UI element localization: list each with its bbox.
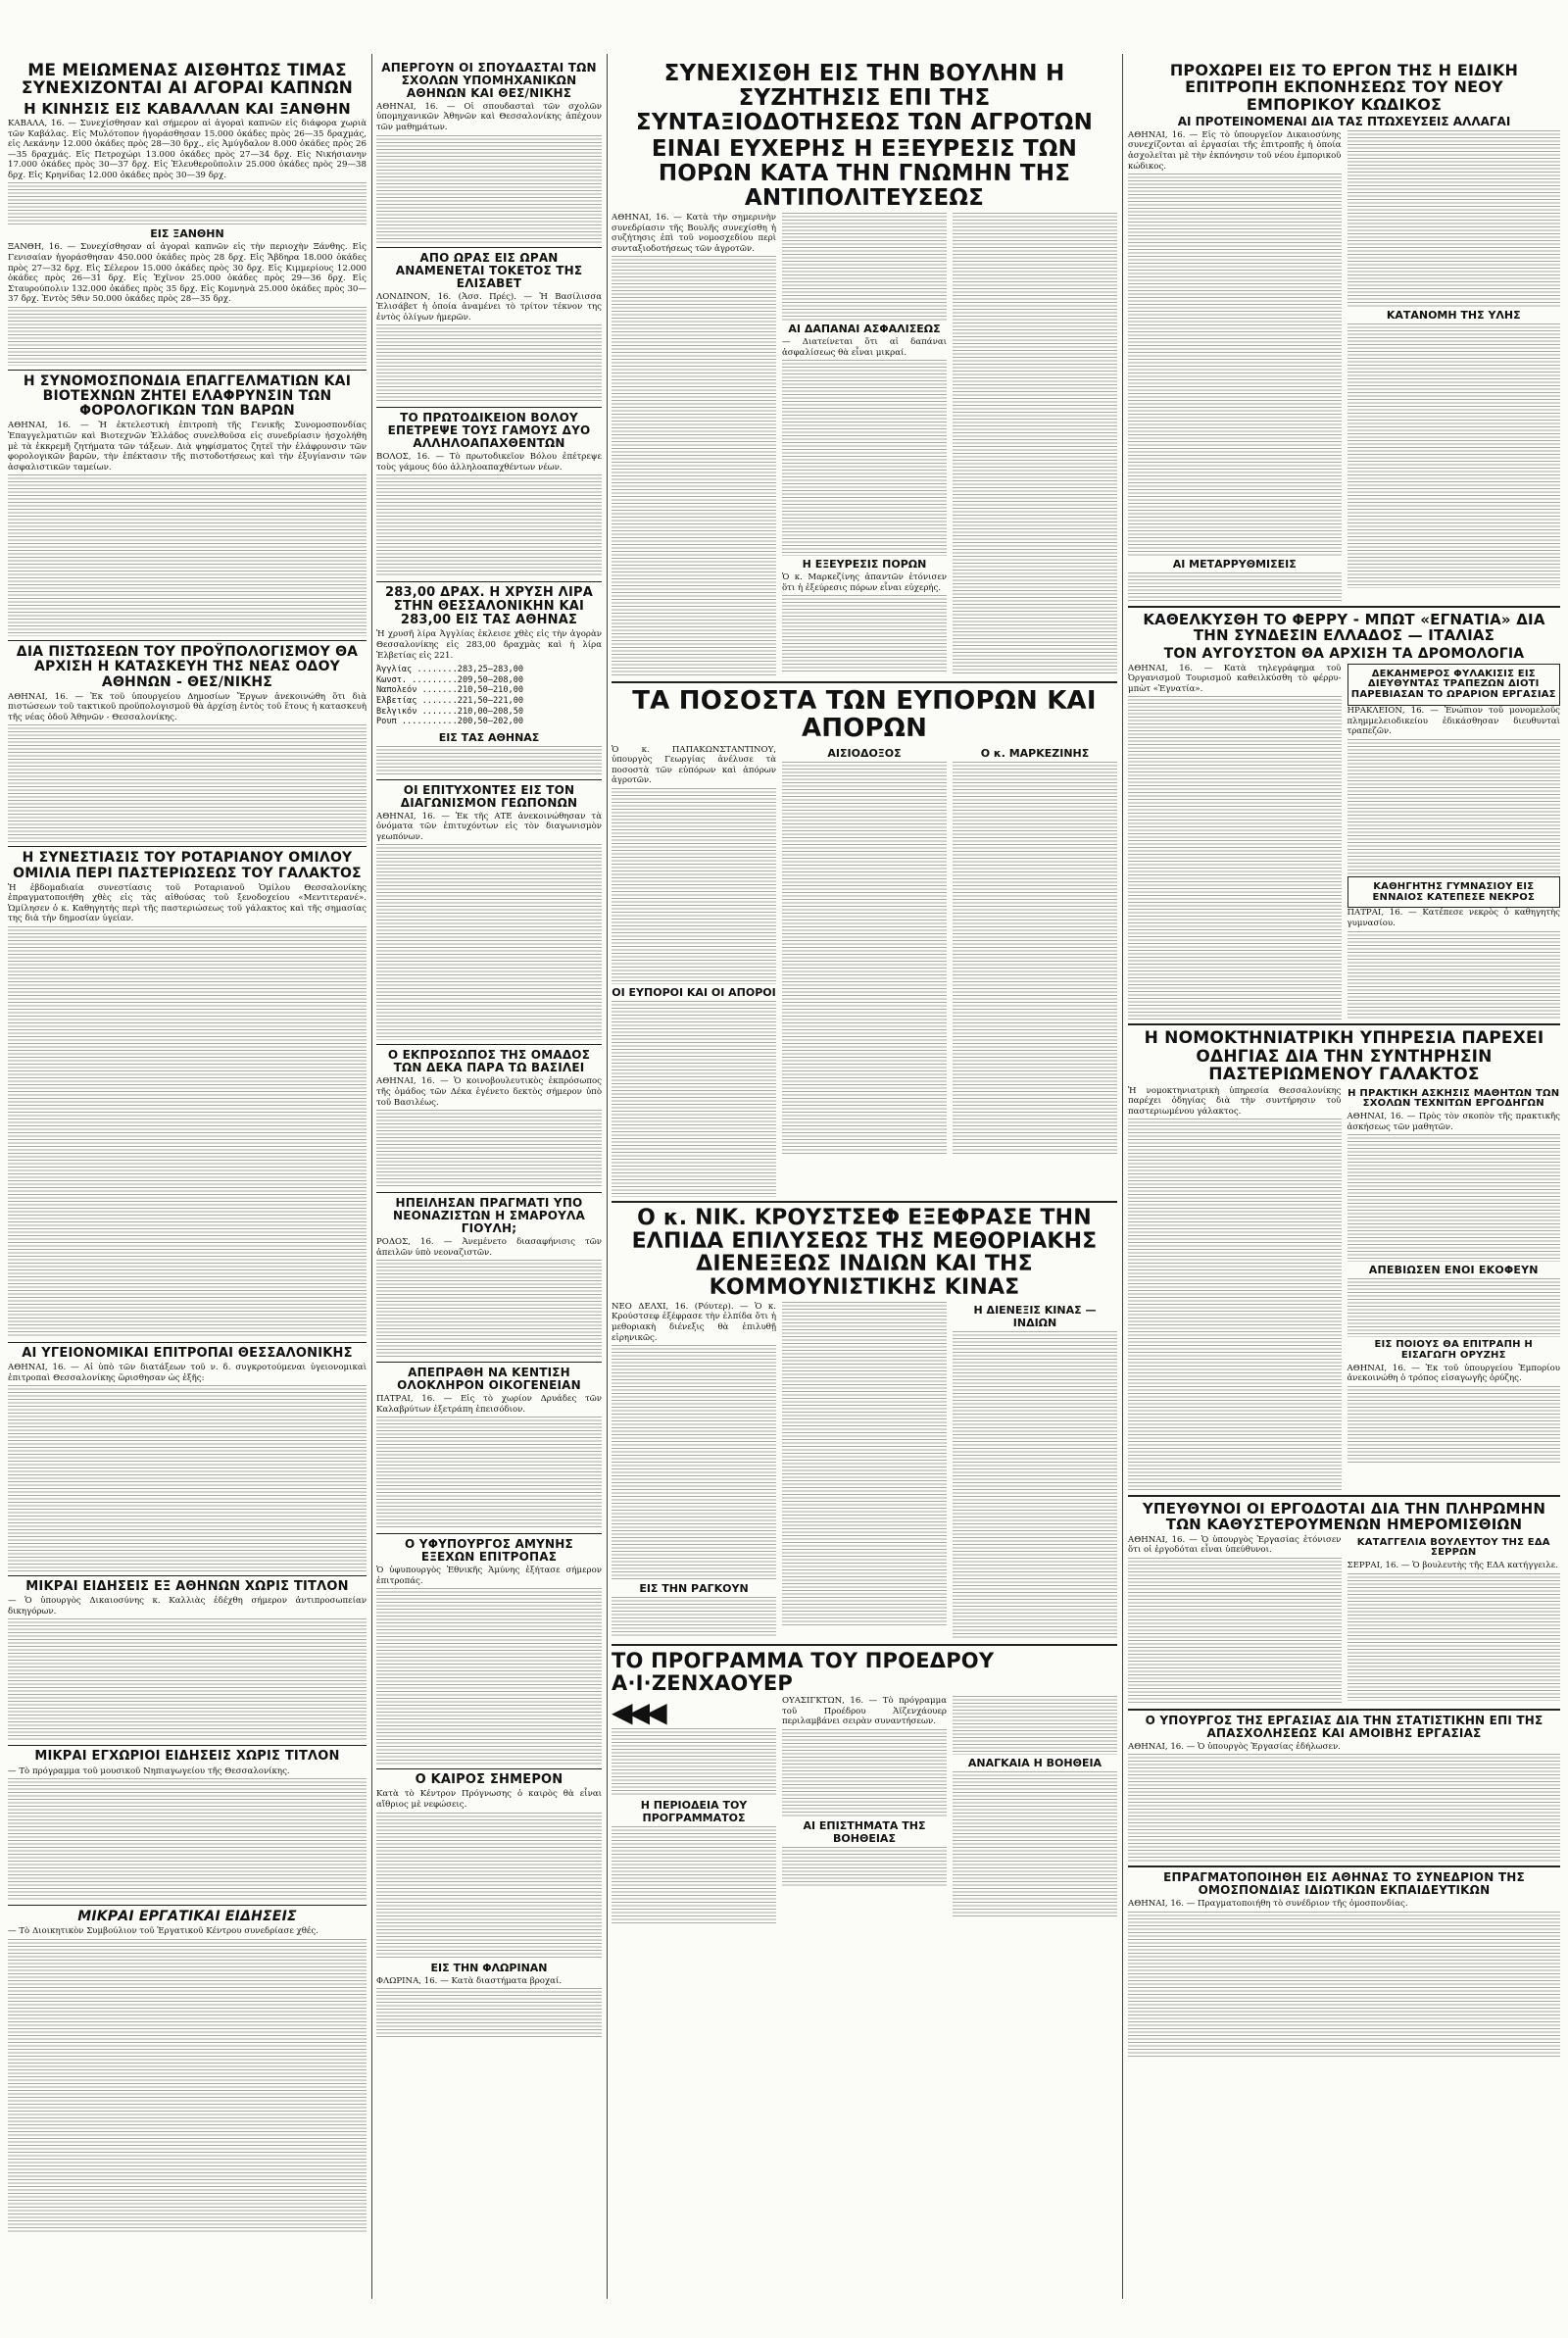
headline-road: ΔΙΑ ΠΙΣΤΩΣΕΩΝ ΤΟΥ ΠΡΟΫΠΟΛΟΓΙΣΜΟΥ ΘΑ ΑΡΧΙΣΗ Η ΚΑΤΑΣΚΕΥΗ ΤΗΣ ΝΕΑΣ ΟΔΟΥ ΑΘΗΝΩΝ - ΘΕΣ/ΝΙΚΗΣ [16, 644, 359, 690]
divider [376, 581, 602, 582]
text-block [953, 1331, 1117, 1640]
text-column [1128, 1086, 1342, 1492]
article-text: Κατὰ τὸ Κέντρον Πρόγνωσης ὁ καιρὸς θὰ εἶναι αἴθριος μὲ νεφώσεις. [376, 1789, 602, 1810]
text-block [8, 1385, 367, 1571]
gold-price-row: Ναπολεόν .......210,50—210,00 [376, 685, 524, 696]
headline-deputy-defence: Ο ΥΦΥΠΟΥΡΓΟΣ ΑΜΥΝΗΣ ΕΞΕΧΩΝ ΕΠΙΤΡΟΠΑΣ [405, 1537, 573, 1565]
headline-eisenhower: ΤΟ ΠΡΟΓΡΑΜΜΑ ΤΟΥ ΠΡΟΕΔΡΟΥ Α·Ι·ΖΕΝΧΑΟΥΕΡ [612, 1648, 995, 1695]
divider [1128, 606, 1560, 608]
section-heading: Η ΕΞΕΥΡΕΣΙΣ ΠΟΡΩΝ [802, 558, 927, 572]
article-text: ΑΘΗΝΑΙ, 16. — Πρὸς τὸν σκοπὸν τῆς πρακτικῆς ἀσκήσεως τῶν μαθητῶν. [1347, 1112, 1560, 1132]
text-block [376, 1260, 602, 1358]
headline-private-teachers: ΕΠΡΑΓΜΑΤΟΠΟΙΗΘΗ ΕΙΣ ΑΘΗΝΑΣ ΤΟ ΣΥΝΕΔΡΙΟΝ ΤΗΣ ΟΜΟΣΠΟΝΔΙΑΣ ΙΔΙΩΤΙΚΩΝ ΕΚΠΑΙΔΕΥΤΙΚΩΝ [1163, 1870, 1525, 1898]
article-text: ΝΕΟ ΔΕΛΧΙ, 16. (Ρόυτερ). — Ὁ κ. Κρούστσεφ ἐξέφρασε τὴν ἐλπίδα ὅτι ἡ μεθοριακὴ διένεξις θὰ ἐπιλυθῇ εἰρηνικῶς. [612, 1301, 776, 1343]
section-heading: ΕΙΣ ΤΑΣ ΑΘΗΝΑΣ [438, 730, 540, 744]
text-column [1128, 130, 1342, 602]
subheadline-ferry-august: ΤΟΝ ΑΥΓΟΥΣΤΟΝ ΘΑ ΑΡΧΙΣΗ ΤΑ ΔΡΟΜΟΛΟΓΙΑ [1163, 645, 1525, 662]
article-text: — Τὸ πρόγραμμα τοῦ μουσικοῦ Νηπιαγωγείου τῆς Θεσσαλονίκης. [8, 1766, 290, 1776]
article-columns [612, 213, 1117, 677]
text-block [8, 1778, 367, 1901]
text-block [8, 307, 367, 366]
divider [612, 681, 1117, 683]
text-column [612, 745, 776, 1197]
article-columns [612, 1302, 1117, 1640]
article-text: Ἡ χρυσῆ λίρα Ἀγγλίας ἐκλεισε χθὲς εἰς τὴν ἀγορὰν Θεσσαλονίκης εἰς 283,00 δραχμὰς καὶ ἡ λίρα Ἐλβετίας εἰς 221. [376, 629, 602, 661]
article-text: Ὁ κ. Μαρκεζίνης ἀπαντῶν ἐτόνισεν ὅτι ἡ ἐξεύρεσις πόρων εἶναι εὐχερής. [782, 572, 947, 593]
boxed-article [1348, 876, 1561, 909]
headline-rich-poor: ΤΑ ΠΟΣΟΣΤΑ ΤΩΝ ΕΥΠΟΡΩΝ ΚΑΙ ΑΠΟΡΩΝ [632, 686, 1097, 744]
divider [8, 846, 367, 847]
article-text: ΠΑΤΡΑΙ, 16. — Εἰς τὸ χωρίον Δρυάδες τῶν Καλαβρύτων ἐξετράπη ἐπεισόδιον. [376, 1394, 602, 1415]
text-block [376, 135, 602, 243]
text-block [612, 1345, 776, 1580]
text-block [1128, 696, 1342, 1020]
article-text: ΡΟΔΟΣ, 16. — Ἀνεμένετο διασαφήνισις τῶν ἀπειλῶν ὑπὸ νεοναζιστῶν. [376, 1237, 602, 1258]
text-block [8, 724, 367, 842]
headline-ferry-egnatia: ΚΑΘΕΛΚΥΣΘΗ ΤΟ ΦΕΡΡΥ - ΜΠΩΤ «ΕΓΝΑΤΙΑ» ΔΙΑ ΤΗΝ ΣΥΝΔΕΣΙΝ ΕΛΛΑΔΟΣ — ΙΤΑΛΙΑΣ [1143, 611, 1545, 645]
section-heading: ΑΙ ΕΠΙΣΤΗΜΑΤΑ ΤΗΣ ΒΟΗΘΕΙΑΣ [803, 1819, 926, 1845]
text-column [612, 1302, 776, 1640]
divider [8, 1745, 367, 1746]
divider [376, 779, 602, 780]
section-heading: ΕΙΣ ΤΗΝ ΦΛΩΡΙΝΑΝ [430, 1961, 548, 1974]
section-heading: ΑΝΑΓΚΑΙΑ Η ΒΟΗΘΕΙΑ [967, 1757, 1102, 1770]
headline-deceased: ΑΠΕΒΙΩΣΕΝ ΕΝΟΙ ΕΚΟΦΕΥΝ [1368, 1264, 1539, 1277]
article-text: ΑΘΗΝΑΙ, 16. — Ἐκ τῆς ΑΤΕ ἀνεκοινώθησαν τὰ ὀνόματα τῶν ἐπιτυχόντων εἰς τὸν διαγωνισμὸν γεωπόνων. [376, 811, 602, 842]
column-rule [371, 54, 372, 2299]
headline-small-news-athens: ΜΙΚΡΑΙ ΕΙΔΗΣΕΙΣ ΕΞ ΑΘΗΝΩΝ ΧΩΡΙΣ ΤΙΤΛΟΝ [25, 1579, 349, 1595]
text-block [376, 1813, 602, 1960]
text-block [1348, 739, 1561, 876]
headline-khrushchev: Ο κ. ΝΙΚ. ΚΡΟΥΣΤΣΕΦ ΕΞΕΦΡΑΣΕ ΤΗΝ ΕΛΠΙΔΑ ΕΠΙΛΥΣΕΩΣ ΤΗΣ ΜΕΘΟΡΙΑΚΗΣ ΔΙΕΝΕΞΕΩΣ ΙΝΔΙΩΝ ΚΑΙ ΤΗΣ ΚΟΜΜΟΥΝΙΣΤΙΚΗΣ ΚΙΝΑΣ [631, 1205, 1098, 1301]
article-text: ΑΘΗΝΑΙ, 16. — Ἐκ τοῦ ὑπουργείου Δημοσίων Ἔργων ἀνεκοινώθη ὅτι διὰ πιστώσεων τοῦ τακτικοῦ προϋπολογισμοῦ θὰ ἀρχίσῃ ἐντὸς τοῦ ἔτους ἡ κατασκευὴ τῆς νέας ὁδοῦ Ἀθηνῶν - Θεσσαλονίκης. [8, 691, 367, 722]
text-block [1348, 1278, 1561, 1337]
headline-tobacco: ΜΕ ΜΕΙΩΜΕΝΑΣ ΑΙΣΘΗΤΩΣ ΤΙΜΑΣ ΣΥΝΕΧΙΖΟΝΤΑΙ ΑΙ ΑΓΟΡΑΙ ΚΑΠΝΩΝ [21, 61, 354, 99]
divider [1128, 1495, 1560, 1497]
headline-opposition: ΕΙΝΑΙ ΕΥΧΕΡΗΣ Η ΕΞΕΥΡΕΣΙΣ ΤΩΝ ΠΟΡΩΝ ΚΑΤΑ ΤΗΝ ΓΝΩΜΗΝ ΤΗΣ ΑΝΤΙΠΟΛΙΤΕΥΣΕΩΣ [651, 136, 1078, 212]
section-heading: ΑΙ ΜΕΤΑΡΡΥΘΜΙΣΕΙΣ [1172, 558, 1297, 572]
text-block [782, 595, 947, 673]
text-block [1128, 1558, 1342, 1705]
divider [612, 1201, 1117, 1203]
headline-agronomists: ΟΙ ΕΠΙΤΥΧΟΝΤΕΣ ΕΙΣ ΤΟΝ ΔΙΑΓΩΝΙΣΜΟΝ ΓΕΩΠΟΝΩΝ [400, 782, 578, 810]
column-right [1128, 59, 1560, 2313]
divider [376, 247, 602, 248]
text-column [953, 745, 1117, 1197]
column-rule [1122, 54, 1123, 2299]
column-second [376, 59, 602, 2313]
text-block [1348, 1134, 1561, 1262]
gold-price-row: Ἀγγλίας ........283,25—283,00 [376, 665, 524, 675]
article-text: — Διατείνεται ὅτι αἱ δαπάναι ἀσφαλίσεως θὰ εἶναι μικραί. [782, 336, 947, 358]
headline-pensions: ΣΥΝΕΧΙΣΘΗ ΕΙΣ ΤΗΝ ΒΟΥΛΗΝ Η ΣΥΖΗΤΗΣΙΣ ΕΠΙ ΤΗΣ ΣΥΝΤΑΞΙΟΔΟΤΗΣΕΩΣ ΤΩΝ ΑΓΡΟΤΩΝ [635, 61, 1094, 135]
divider [8, 1342, 367, 1343]
divider [1128, 1865, 1560, 1867]
gold-price-row: Βελγικόν .......210,00—208,50 [376, 706, 524, 717]
section-heading: ΚΑΤΑΝΟΜΗ ΤΗΣ ΥΛΗΣ [1386, 308, 1521, 322]
text-column [782, 213, 947, 677]
text-block [1128, 1754, 1560, 1862]
article-text: ΑΘΗΝΑΙ, 16. — Αἱ ὑπὸ τῶν διατάξεων τοῦ ν. δ. συγκροτούμεναι ὑγειονομικαὶ ἐπιτροπαὶ Θεσσαλονίκης ὥρισθησαν ὡς ἑξῆς: [8, 1363, 367, 1383]
text-column [1128, 664, 1342, 1020]
text-column [612, 213, 776, 677]
text-block [612, 788, 776, 984]
text-column [1348, 664, 1561, 1020]
text-block [376, 746, 602, 775]
column-center [612, 59, 1117, 2313]
article-text: ΑΘΗΝΑΙ, 16. — Ὁ ὑπουργὸς Ἐργασίας ἐτόνισεν ὅτι οἱ ἐργοδόται εἶναι ὑπεύθυνοι. [1128, 1534, 1342, 1556]
text-column [782, 745, 947, 1197]
text-block [8, 1618, 367, 1741]
section-heading: Η ΔΙΕΝΕΞΙΣ ΚΙΝΑΣ — ΙΝΔΙΩΝ [973, 1303, 1097, 1329]
headline-labour-minister: Ο ΥΠΟΥΡΓΟΣ ΤΗΣ ΕΡΓΑΣΙΑΣ ΔΙΑ ΤΗΝ ΣΤΑΤΙΣΤΙΚΗΝ ΕΠΙ ΤΗΣ ΑΠΑΣΧΟΛΗΣΕΩΣ ΚΑΙ ΑΜΟΙΒΗΣ ΕΡΓΑΣΙΑΣ [1145, 1713, 1544, 1740]
subheadline-bankruptcy: ΑΙ ΠΡΟΤΕΙΝΟΜΕΝΑΙ ΔΙΑ ΤΑΣ ΠΤΩΧΕΥΣΕΙΣ ΑΛΛΑΓΑΙ [1177, 114, 1511, 128]
section-heading: Η ΠΕΡΙΟΔΕΙΑ ΤΟΥ ΠΡΟΓΡΑΜΜΑΤΟΣ [640, 1799, 748, 1825]
headline-milk-instructions: Η ΝΟΜΟΚΤΗΝΙΑΤΡΙΚΗ ΥΠΗΡΕΣΙΑ ΠΑΡΕΧΕΙ ΟΔΗΓΙΑΣ ΔΙΑ ΤΗΝ ΣΥΝΤΗΡΗΣΙΝ ΠΑΣΤΕΡΙΩΜΕΝΟΥ ΓΑΛΑΚΤΟΣ [1144, 1028, 1544, 1085]
article-text: ΟΥΑΣΙΓΚΤΩΝ, 16. — Τὸ πρόγραμμα τοῦ Προέδρου Ἀϊζενχάουερ περιλαμβάνει σειρὰν συναντήσεων. [782, 1696, 947, 1727]
column-left [8, 59, 367, 2313]
section-heading: ΑΙ ΔΑΠΑΝΑΙ ΑΣΦΑΛΙΣΕΩΣ [788, 322, 941, 335]
text-block [8, 474, 367, 636]
text-column [1128, 1535, 1342, 1705]
article-columns [1128, 664, 1560, 1020]
text-block [782, 360, 947, 556]
headline-family: ΑΠΕΠΡΑΘΗ ΝΑ ΚΕΝΤΙΣΗ ΟΛΟΚΛΗΡΟΝ ΟΙΚΟΓΕΝΕΙΑΝ [397, 1366, 581, 1393]
article-text: ΠΑΤΡΑΙ, 16. — Κατέπεσε νεκρὸς ὁ καθηγητὴς γυμνασίου. [1347, 908, 1560, 929]
divider [376, 1362, 602, 1363]
divider [376, 1192, 602, 1193]
headline-volos-court: ΤΟ ΠΡΩΤΟΔΙΚΕΙΟΝ ΒΟΛΟΥ ΕΠΕΤΡΕΨΕ ΤΟΥΣ ΓΑΜΟΥΣ ΔΥΟ ΑΛΛΗΛΟΑΠΑΧΘΕΝΤΩΝ [387, 411, 591, 451]
divider [612, 1644, 1117, 1646]
text-block [1348, 1386, 1561, 1465]
headline-elizabeth: ΑΠΟ ΩΡΑΣ ΕΙΣ ΩΡΑΝ ΑΝΑΜΕΝΕΤΑΙ ΤΟΚΕΤΟΣ ΤΗΣ ΕΛΙΣΑΒΕΤ [395, 250, 583, 290]
article-text: — Ὁ ὑπουργὸς Δικαιοσύνης κ. Καλλιὰς ἐδέχθη σήμερον ἀντιπροσωπείαν δικηγόρων. [8, 1596, 367, 1617]
text-block [376, 1988, 602, 2037]
text-column [782, 1302, 947, 1640]
headline-smaroula: ΗΠΕΙΛΗΣΑΝ ΠΡΑΓΜΑΤΙ ΥΠΟ ΝΕΟΝΑΖΙΣΤΩΝ Η ΣΜΑΡΟΥΛΑ ΓΙΟΥΛΗ; [392, 1196, 586, 1236]
article-text: ΒΟΛΟΣ, 16. — Τὸ πρωτοδικεῖον Βόλου ἐπέτρεψε τοὺς γάμους δύο ἀλληλοαπαχθέντων νέων. [376, 452, 602, 473]
article-text: ΑΘΗΝΑΙ, 16. — Εἰς τὸ ὑπουργεῖον Δικαιοσύνης συνεχίζονται αἱ ἐργασίαι τῆς ἐπιτροπῆς ἡ ὁποία ἀσχολεῖται μὲ τὴν ἐκπόνησιν τοῦ νέου ἐμπορικοῦ κώδικος. [1128, 129, 1342, 172]
headline-teacher: ΚΑΘΗΓΗΤΗΣ ΓΥΜΝΑΣΙΟΥ ΕΙΣ ΕΝΝΑΙΟΣ ΚΑΤΕΠΕΣΕ ΝΕΚΡΟΣ [1372, 880, 1536, 903]
text-block [612, 1826, 776, 1924]
headline-commercial-code: ΠΡΟΧΩΡΕΙ ΕΙΣ ΤΟ ΕΡΓΟΝ ΤΗΣ Η ΕΙΔΙΚΗ ΕΠΙΤΡΟΠΗ ΕΚΠΟΝΗΣΕΩΣ ΤΟΥ ΝΕΟΥ ΕΜΠΟΡΙΚΟΥ ΚΩΔΙΚΟΣ [1169, 61, 1519, 114]
text-block [782, 1729, 947, 1817]
article-text: ΚΑΒΑΛΑ, 16. — Συνεχίσθησαν καὶ σήμερον αἱ ἀγοραὶ καπνῶν εἰς διάφορα χωριὰ τῶν Καβάλας. Εἰς Μυλότοπον ἠγοράσθησαν 15.000 ὀκάδες πρὸς 26—35 δραχμάς, εἰς Λεκάνην 12.000 ὀκάδες πρὸς 28—30 δρχ., εἰς Ἀμύγδαλον 8.000 ὀκάδες πρὸς 26—35 δραχμάς. Εἰς Πετροχώρι 13.000 ὀκάδες πρὸς 27—34 δρχ. Εἰς Νικήσιανην 17.000 ὀκάδες πρὸς 30—37 δρχ. Εἰς Ἐλευθεροῦπολιν 25.000 ὀκάδες πρὸς 29—38 δρχ. Εἰς Κρηνίδας 12.000 ὀκάδες πρὸς 30—39 δρχ. [8, 118, 367, 180]
text-block [953, 1696, 1117, 1755]
section-heading: ΕΙΣ ΞΑΝΘΗΝ [150, 227, 224, 241]
column-rule [607, 54, 608, 2299]
article-text: ΑΘΗΝΑΙ, 16. — Οἱ σπουδασταὶ τῶν σχολῶν ὑπομηχανικῶν Ἀθηνῶν καὶ Θεσσαλονίκης ἀπέχουν τῶν μαθημάτων. [376, 101, 602, 133]
article-columns [1128, 130, 1560, 602]
boxed-article [1348, 664, 1561, 706]
article-text: ΑΘΗΝΑΙ, 16. — Κατὰ τὴν σημερινὴν συνεδρίασιν τῆς Βουλῆς συνεχίσθη ἡ συζήτησις ἐπὶ τοῦ νομοσχεδίου περὶ συνταξιοδοτήσεως τῶν ἀγροτῶν. [612, 212, 776, 254]
headline-gold-sovereign: 283,00 ΔΡΑΧ. Η ΧΡΥΣΗ ΛΙΡΑ ΣΤΗΝ ΘΕΣΣΑΛΟΝΙΚΗΝ ΚΑΙ 283,00 ΕΙΣ ΤΑΣ ΑΘΗΝΑΣ [385, 585, 593, 628]
article-text: ΣΕΡΡΑΙ, 16. — Ὁ βουλευτὴς τῆς ΕΔΑ κατήγγειλε. [1347, 1561, 1558, 1571]
article-columns [612, 1696, 1117, 1924]
divider [1128, 1709, 1560, 1711]
text-block [612, 1728, 776, 1797]
headline-eda-deputy: ΚΑΤΑΓΓΕΛΙΑ ΒΟΥΛΕΥΤΟΥ ΤΗΣ ΕΔΑ ΣΕΡΡΩΝ [1356, 1536, 1550, 1559]
text-block [782, 1302, 947, 1625]
gold-price-row: Κωνστ. .........209,50—208,00 [376, 674, 524, 685]
arrows-icon: ◀◀◀ [612, 1696, 663, 1729]
text-block [376, 844, 602, 1040]
text-block [376, 324, 602, 403]
gold-price-table [376, 665, 602, 727]
article-text: Ὁ ὑφυπουργὸς Ἐθνικῆς Ἀμύνης ἐξήτασε σήμερον ἐπιτροπάς. [376, 1566, 602, 1586]
headline-employers: ΥΠΕΥΘΥΝΟΙ ΟΙ ΕΡΓΟΔΟΤΑΙ ΔΙΑ ΤΗΝ ΠΛΗΡΩΜΗΝ ΤΩΝ ΚΑΘΥΣΤΕΡΟΥΜΕΝΩΝ ΗΜΕΡΟΜΙΣΘΙΩΝ [1142, 1500, 1546, 1534]
headline-group-of-ten: Ο ΕΚΠΡΟΣΩΠΟΣ ΤΗΣ ΟΜΑΔΟΣ ΤΩΝ ΔΕΚΑ ΠΑΡΑ ΤΩ ΒΑΣΙΛΕΙ [387, 1048, 591, 1075]
headline-rotary: Η ΣΥΝΕΣΤΙΑΣΙΣ ΤΟΥ ΡΟΤΑΡΙΑΝΟΥ ΟΜΙΛΟΥ ΟΜΙΛΙΑ ΠΕΡΙ ΠΑΣΤΕΡΙΩΣΕΩΣ ΤΟΥ ΓΑΛΑΚΤΟΣ [13, 850, 362, 881]
article-text: ΛΟΝΔΙΝΟΝ, 16. (Ἀσσ. Πρές). — Ἡ Βασίλισσα Ἐλισάβετ ἡ ὁποία ἀναμένει τὸ τρίτον τέκνον της ἐντὸς ὀλίγων ἡμερῶν. [376, 291, 602, 323]
article-columns [1128, 1535, 1560, 1705]
divider [376, 1768, 602, 1769]
text-block [953, 1771, 1117, 1918]
text-block [1348, 931, 1561, 1020]
headline-practice: Η ΠΡΑΚΤΙΚΗ ΑΣΚΗΣΙΣ ΜΑΘΗΤΩΝ ΤΩΝ ΣΧΟΛΩΝ ΤΕΧΝΙΤΩΝ ΕΡΓΟΔΗΓΩΝ [1348, 1087, 1560, 1110]
text-block [1128, 174, 1342, 556]
text-block [782, 762, 947, 1154]
headline-small-news-local: ΜΙΚΡΑΙ ΕΓΧΩΡΙΟΙ ΕΙΔΗΣΕΙΣ ΧΩΡΙΣ ΤΙΤΛΟΝ [34, 1749, 340, 1765]
text-block [376, 1110, 602, 1188]
text-column [1348, 1535, 1561, 1705]
text-column [1348, 130, 1561, 602]
article-text: Ὁ κ. ΠΑΠΑΚΩΝΣΤΑΝΤΙΝΟΥ, ὑπουργὸς Γεωργίας ἀνέλυσε τὰ ποσοστὰ τῶν εὐπόρων καὶ ἀπόρων ἀγροτῶν. [612, 744, 776, 786]
text-block [376, 1588, 602, 1765]
text-column [1348, 1086, 1561, 1492]
text-column [953, 1302, 1117, 1640]
text-block [612, 1001, 776, 1197]
divider [376, 1533, 602, 1534]
text-block [8, 926, 367, 1338]
article-text: — Τὸ Διοικητικὸν Συμβούλιον τοῦ Ἐργατικοῦ Κέντρου συνεδρίασε χθές. [8, 1926, 318, 1937]
section-heading: Ο κ. ΜΑΡΚΕΖΙΝΗΣ [980, 746, 1090, 760]
text-block [953, 762, 1117, 1154]
text-column [782, 1696, 947, 1924]
gold-price-row: Ρουπ ...........200,50—202,00 [376, 717, 524, 727]
article-text: ΑΘΗΝΑΙ, 16. — Ὁ κοινοβουλευτικὸς ἐκπρόσωπος τῆς ὁμάδος τῶν Δέκα ἐγένετο δεκτὸς σήμερον ὑπὸ τοῦ Βασιλέως. [376, 1076, 602, 1108]
article-text: ΑΘΗΝΑΙ, 16. — Κατὰ τηλεγράφημα τοῦ Ὀργανισμοῦ Τουρισμοῦ καθειλκύσθη τὸ φέρρυ-μπὼτ «Ἐγνατία». [1128, 663, 1342, 694]
article-text: ΑΘΗΝΑΙ, 16. — Ὁ ὑπουργὸς Ἐργασίας ἐδήλωσεν. [1128, 1741, 1341, 1752]
divider [376, 407, 602, 408]
article-text: ΞΑΝΘΗ, 16. — Συνεχίσθησαν αἱ ἀγοραὶ καπνῶν εἰς τὴν περιοχὴν Ξάνθης. Εἰς Γενισαίαν ἠγοράσθησαν 450.000 ὀκάδες πρὸς 28 δρχ. Εἰς Ἄβδηρα 18.000 ὀκάδες πρὸς 27—32 δρχ. Εἰς Σέλερον 15.000 ὀκάδες πρὸς 30 δρχ. Εἰς Κιμμερίους 12.000 ὀκάδες πρὸς 26—31 δρχ. Εἰς Ἐχῖνον 25.000 ὀκάδες πρὸς 29—36 δρχ. Εἰς Σταυρούπολιν 132.000 ὀκάδες πρὸς 35 δρχ. Εἰς Κομνηνὰ 25.000 ὀκάδες πρὸς 30—37 δρχ. Ἐντὸς 5θιν 50.000 ὀκάδες πρὸς 28—35 δρχ. [8, 242, 367, 305]
text-block [1348, 323, 1561, 588]
article-text: Ἡ ἑβδομαδιαία συνεστίασις τοῦ Ροταριανοῦ Ὁμίλου Θεσσαλονίκης ἐπραγματοποιήθη χθὲς εἰς τὰς αἰθούσας τοῦ ξενοδοχείου «Μεντιτερανέ». Ὡμίλησεν ὁ κ. Καθηγητὴς περὶ τῆς παστεριώσεως τοῦ γάλακτος καὶ τῆς σημασίας της διὰ τὴν δημοσίαν ὑγείαν. [8, 882, 367, 924]
section-heading: ΑΙΣΙΟΔΟΞΟΣ [827, 746, 902, 760]
article-columns [1128, 1086, 1560, 1492]
section-heading: ΟΙ ΕΥΠΟΡΟΙ ΚΑΙ ΟΙ ΑΠΟΡΟΙ [612, 985, 776, 999]
headline-weather: Ο ΚΑΙΡΟΣ ΣΗΜΕΡΟΝ [415, 1772, 564, 1788]
divider [1128, 1023, 1560, 1025]
text-column [612, 1696, 776, 1924]
section-heading: ΕΙΣ ΤΗΝ ΡΑΓΚΟΥΝ [639, 1582, 749, 1596]
text-column [953, 1696, 1117, 1924]
article-text: ΑΘΗΝΑΙ, 16. — Ἐκ τοῦ ὑπουργείου Ἐμπορίου ἀνεκοινώθη ὁ τρόπος εἰσαγωγῆς ὀρύζης. [1347, 1363, 1560, 1384]
text-block [612, 1597, 776, 1636]
text-column [953, 213, 1117, 677]
article-text: Ἡ νομοκτηνιατρικὴ ὑπηρεσία Θεσσαλονίκης παρέχει ὁδηγίας διὰ τὴν συντήρησιν τοῦ παστεριωμένου γάλακτος. [1128, 1085, 1342, 1117]
text-block [782, 213, 947, 321]
text-block [1348, 130, 1561, 307]
text-block [953, 213, 1117, 673]
article-text: ΦΛΩΡΙΝΑ, 16. — Κατὰ διαστήματα βροχαί. [376, 1975, 563, 1986]
article-columns [612, 745, 1117, 1197]
headline-rice: ΕΙΣ ΠΟΙΟΥΣ ΘΑ ΕΠΙΤΡΑΠΗ Η ΕΙΣΑΓΩΓΗ ΟΡΥΖΗΣ [1374, 1339, 1533, 1361]
divider [8, 640, 367, 641]
divider [8, 370, 367, 371]
article-text: ΗΡΑΚΛΕΙΟΝ, 16. — Ἐνώπιον τοῦ μονομελοῦς πλημμελειοδικείου ἐδικάσθησαν διευθυνταὶ τραπεζῶν. [1347, 706, 1560, 737]
text-block [8, 1939, 367, 2233]
divider [8, 1905, 367, 1906]
text-block [1128, 572, 1342, 602]
text-block [1128, 1119, 1342, 1491]
article-text: ΑΘΗΝΑΙ, 16. — Πραγματοποιήθη τὸ συνέδριον τῆς ὁμοσπονδίας. [1128, 1899, 1408, 1910]
text-block [8, 182, 367, 225]
text-block [1128, 1912, 1560, 2059]
article-text: ΑΘΗΝΑΙ, 16. — Ἡ ἐκτελεστικὴ ἐπιτροπὴ τῆς Γενικῆς Συνομοσπονδίας Ἐπαγγελματιῶν καὶ Βιοτεχνῶν Ἑλλάδος συνελθοῦσα εἰς συνεδρίασιν ἠσχολήθη μὲ τὰ ἐκκρεμῆ ζητήματα τῶν τάξεων. Διὰ ψηφίσματος ζητεῖ τὴν ἐλάφρυνσιν τῶν φορολογικῶν βαρῶν, τὴν ἐπέκτασιν τῆς πιστοδοτήσεως καὶ τὴν ἐξυγίανσιν τῶν ἀσφαλιστικῶν ταμείων. [8, 421, 367, 473]
headline-bank-directors: ΔΕΚΑΗΜΕΡΟΣ ΦΥΛΑΚΙΣΙΣ ΕΙΣ ΔΙΕΥΘΥΝΤΑΣ ΤΡΑΠΕΖΩΝ ΔΙΟΤΙ ΠΑΡΕΒΙΑΣΑΝ ΤΟ ΩΡΑΡΙΟΝ ΕΡΓΑΣΙΑΣ [1350, 668, 1556, 701]
headline-confederation: Η ΣΥΝΟΜΟΣΠΟΝΔΙΑ ΕΠΑΓΓΕΛΜΑΤΙΩΝ ΚΑΙ ΒΙΟΤΕΧΝΩΝ ΖΗΤΕΙ ΕΛΑΦΡΥΝΣΙΝ ΤΩΝ ΦΟΡΟΛΟΓΙΚΩΝ ΤΩΝ ΒΑΡΩΝ [23, 373, 352, 420]
text-block [612, 256, 776, 677]
text-block [1348, 1573, 1561, 1701]
headline-labour-news: ΜΙΚΡΑΙ ΕΡΓΑΤΙΚΑΙ ΕΙΔΗΣΕΙΣ [77, 1909, 297, 1925]
text-block [376, 1417, 602, 1529]
subheadline-kavala: Η ΚΙΝΗΣΙΣ ΕΙΣ ΚΑΒΑΛΛΑΝ ΚΑΙ ΞΑΝΘΗΝ [24, 99, 351, 118]
divider [376, 1044, 602, 1045]
divider [8, 1575, 367, 1576]
headline-students-strike: ΑΠΕΡΓΟΥΝ ΟΙ ΣΠΟΥΔΑΣΤΑΙ ΤΩΝ ΣΧΟΛΩΝ ΥΠΟΜΗΧΑΝΙΚΩΝ ΑΘΗΝΩΝ ΚΑΙ ΘΕΣ/ΝΙΚΗΣ [381, 61, 597, 100]
text-block [782, 1847, 947, 1886]
gold-price-row: Ἐλβετίας .......221,50—221,00 [376, 695, 524, 706]
headline-health-committees: ΑΙ ΥΓΕΙΟΝΟΜΙΚΑΙ ΕΠΙΤΡΟΠΑΙ ΘΕΣΣΑΛΟΝΙΚΗΣ [22, 1346, 353, 1362]
text-block [376, 474, 602, 577]
